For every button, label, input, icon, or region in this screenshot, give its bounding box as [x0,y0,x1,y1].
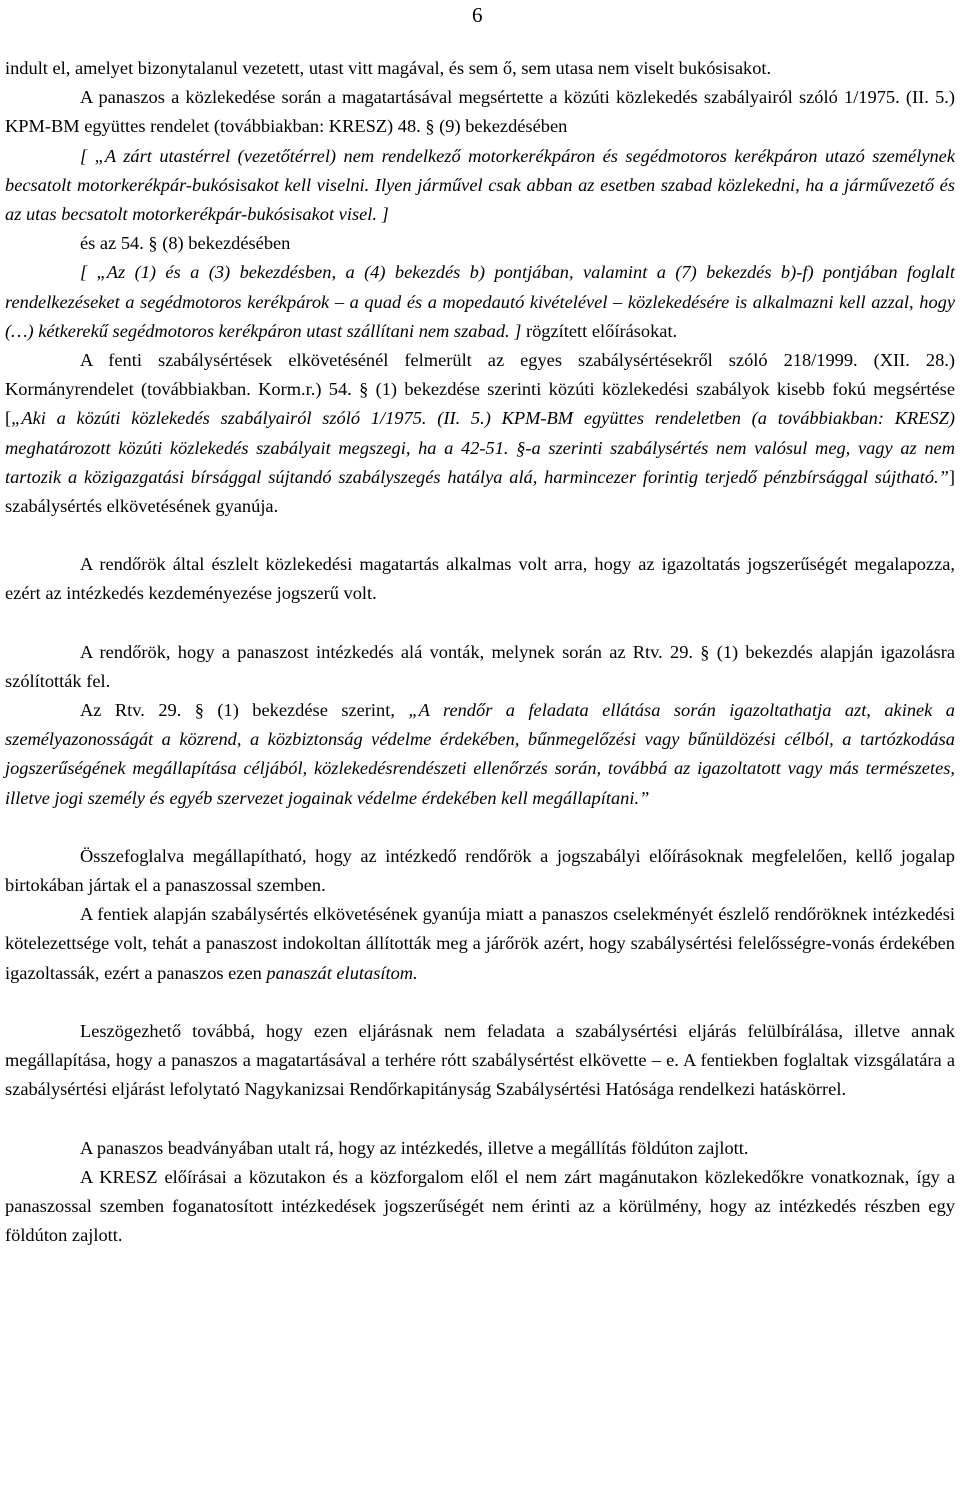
italic-quote-run: „Aki a közúti közlekedés szabályairól szóló 1/1975. (II. 5.) KPM-BM együttes rendeletben (a továbbiakban: KRESZ) meghatározott közúti közlekedés szabályait megszegi, ha a 42-51. §-a szerinti szabálysértés nem valósul meg, vagy az nem tartozik a közigazgatási bírsággal sújtandó szabályszegés hatálya alá, harmincezer forintig terjedő pénzbírsággal sújtható.” [5,408,955,487]
text-run: A rendőrök, hogy a panaszost intézkedés alá vonták, melynek során az Rtv. 29. § (1) bekezdés alapján igazolásra szólították fel. [5,641,955,691]
paragraph-p4 [5,229,955,258]
italic-quote-run: [ „Az (1) és a (3) bekezdésben, a (4) bekezdés b) pontjában, valamint a (7) bekezdés b)-f) pontjában foglalt rendelkezéseket a segédmotoros kerékpárok – a quad és a mopedautó kivételével – közlekedésére is alkalmazni kell azzal, hogy (…) kétkerekű segédmotoros kerékpáron utast szállítani nem szabad. ] [5,262,955,341]
text-run: A fenti szabálysértések elkövetésénél felmerült az egyes szabálysértésekről szóló 218/1999. (XII. 28.) Kormányrendelet (továbbiakban. Korm.r.) 54. § (1) bekezdése szerinti közúti közlekedési szabályok kisebb fokú megsértése [ [5,350,955,429]
text-run: A panaszos beadványában utalt rá, hogy az intézkedés, illetve a megállítás földúton zajlott. [80,1137,749,1158]
document-body [5,54,955,1250]
text-run: A panaszos a közlekedése során a magatartásával megsértette a közúti közlekedés szabályairól szóló 1/1975. (II. 5.) KPM-BM együttes rendelet (továbbiakban: KRESZ) 48. § (9) bekezdésében [5,87,955,137]
italic-quote-run: [ „A zárt utastérrel (vezetőtérrel) nem rendelkező motorkerékpáron és segédmotoros kerékpáron utazó személynek becsatolt motorkerékpár-bukósisakot kell viselni. Ilyen járművel csak abban az esetben szabad közlekedni, ha a járművezető és az utas becsatolt motorkerékpár-bukósisakot visel. ] [5,145,955,225]
paragraph-p12 [5,1017,955,1105]
text-run: indult el, amelyet bizonytalanul vezetett, utast vitt magával, és sem ő, sem utasa nem viselt bukósisakot. [5,58,772,78]
text-run: Összefoglalva megállapítható, hogy az intézkedő rendőrök a jogszabályi előírásoknak megfelelően, kellő jogalap birtokában jártak el a panaszossal szemben. [5,845,955,896]
paragraph-p11 [5,900,955,988]
text-run: ] szabálysértés elkövetésének gyanúja. [5,466,955,517]
paragraph-p3 [5,142,955,230]
paragraph-p14 [5,1163,955,1251]
text-run: rögzített előírásokat. [521,320,678,341]
text-run: Az Rtv. 29. § (1) bekezdése szerint, [80,700,409,721]
text-run: és az 54. § (8) bekezdésében [80,233,291,254]
text-run: Leszögezhető továbbá, hogy ezen eljárásnak nem feladata a szabálysértési eljárás felülbírálása, illetve annak megállapítása, hogy a panaszos a magatartásával a terhére rótt szabálysértést elkövette – e. A fentiekben foglaltak vizsgálatára a szabálysértési eljárást lefolytató Nagykanizsai Rendőrkapitányság Szabálysértési Hatósága rendelkezi hatáskörrel. [5,1020,955,1100]
text-run: A rendőrök által észlelt közlekedési magatartás alkalmas volt arra, hogy az igazoltatás jogszerűségét megalapozza, ezért az intézkedés kezdeményezése jogszerű volt. [5,554,955,604]
paragraph-p6 [5,346,955,521]
paragraph-p1 [5,54,955,83]
italic-quote-run: „A rendőr a feladata ellátása során igazoltathatja azt, akinek a személyazonosságát a közrend, a közbiztonság védelme érdekében, bűnmegelőzési vagy bűnüldözési célból, a tartózkodása jogszerűségének megállapítása céljából, közlekedésrendészeti ellenőrzés során, továbbá az igazoltatott vagy más természetes, illetve jogi személy és egyéb szervezet jogainak védelme érdekében kell megállapítani.” [5,700,955,808]
paragraph-p10 [5,842,955,900]
page-number: 6 [472,3,483,27]
text-run: A KRESZ előírásai a közutakon és a közforgalom elől el nem zárt magánutakon közlekedőkre vonatkoznak, így a panaszossal szemben foganatosított intézkedések jogszerűségét nem érinti az a körülmény, hogy az intézkedés részben egy földúton zajlott. [5,1166,955,1246]
paragraph-p9 [5,696,955,813]
paragraph-p8 [5,638,955,696]
paragraph-p2 [5,83,955,141]
paragraph-p13 [5,1134,955,1163]
italic-quote-run: panaszát elutasítom. [266,962,418,983]
paragraph-p7 [5,550,955,608]
paragraph-p5 [5,258,955,346]
text-run: A fentiek alapján szabálysértés elkövetésének gyanúja miatt a panaszos cselekményét észlelő rendőröknek intézkedési kötelezettsége volt, tehát a panaszost indokoltan állították meg a járőrök azért, hogy szabálysértési felelősségre-vonás érdekében igazoltassák, ezért a panaszos ezen [5,904,955,983]
